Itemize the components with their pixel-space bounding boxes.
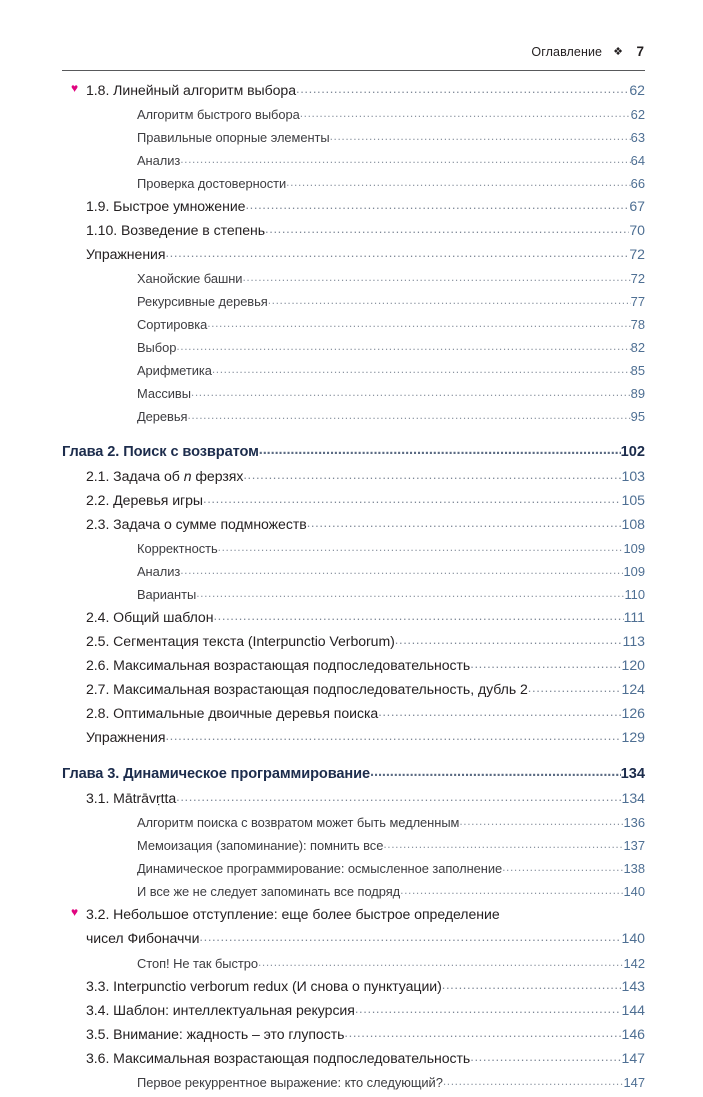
running-head-title: Оглавление	[531, 45, 603, 59]
toc-entry-page-number: 70	[629, 222, 645, 238]
dot-leader	[180, 561, 623, 579]
dot-leader	[400, 881, 623, 899]
dot-leader	[300, 104, 631, 122]
toc-entry[interactable]	[62, 906, 645, 955]
toc-entry-title: 3.6. Максимальная возрастающая подпоследовательность	[86, 1050, 471, 1066]
toc-entry-title: 2.5. Сегментация текста (Interpunctio Verborum)	[86, 633, 395, 649]
toc-entry-page-number: 109	[623, 541, 645, 556]
table-of-contents-list	[62, 82, 645, 1097]
folio-page-number: 7	[636, 44, 644, 59]
toc-entry[interactable]	[62, 1074, 645, 1097]
toc-entry-title: 2.6. Максимальная возрастающая подпоследовательность	[86, 657, 471, 673]
toc-entry-page-number: 89	[630, 386, 645, 401]
toc-entry-title: 3.3. Interpunctio verborum redux (И снова о пунктуации)	[86, 978, 442, 994]
heart-marker-icon: ♥	[71, 81, 79, 95]
toc-entry[interactable]	[62, 492, 645, 516]
dot-leader	[470, 1048, 621, 1066]
toc-entry-line	[71, 905, 645, 930]
toc-entry[interactable]	[62, 814, 645, 837]
toc-entry-title: Упражнения	[86, 246, 166, 262]
toc-entry-title: Ханойские башни	[137, 271, 243, 286]
floret-ornament-icon: ❖	[613, 46, 623, 58]
toc-entry-page-number: 82	[630, 340, 645, 355]
toc-entry-title: Проверка достоверности	[137, 176, 287, 191]
toc-entry-page-number: 111	[623, 609, 645, 625]
toc-entry-page-number: 126	[621, 705, 645, 721]
toc-entry[interactable]	[62, 609, 645, 633]
toc-entry-title: Алгоритм быстрого выбора	[137, 107, 300, 122]
toc-entry-title: 3.5. Внимание: жадность – это глупость	[86, 1026, 345, 1042]
dot-leader	[199, 928, 621, 946]
dot-leader	[176, 788, 621, 806]
toc-entry-title: 1.8. Линейный алгоритм выбора	[86, 82, 296, 98]
toc-entry[interactable]	[62, 246, 645, 270]
toc-entry-page-number: 134	[620, 766, 645, 782]
toc-entry[interactable]	[62, 152, 645, 175]
toc-entry-title: Глава 3. Динамическое программирование	[62, 766, 371, 782]
toc-entry-page-number: 129	[621, 729, 645, 745]
toc-entry-title: Мемоизация (запоминание): помнить все	[137, 838, 384, 853]
toc-entry[interactable]	[62, 705, 645, 729]
toc-entry-title: Правильные опорные элементы	[137, 130, 330, 145]
toc-entry[interactable]	[62, 790, 645, 814]
dot-leader	[196, 584, 624, 602]
toc-entry-title: Алгоритм поиска с возвратом может быть медленным	[137, 815, 460, 830]
dot-leader	[218, 538, 624, 556]
toc-entry-page-number: 95	[630, 409, 645, 424]
dot-leader	[203, 490, 621, 508]
dot-leader	[165, 244, 629, 262]
toc-entry[interactable]	[62, 129, 645, 152]
dot-leader	[243, 466, 621, 484]
dot-leader	[443, 1072, 624, 1090]
toc-entry-title: 2.7. Максимальная возрастающая подпоследовательность, дубль 2	[86, 681, 528, 697]
toc-entry-title: Арифметика	[137, 363, 212, 378]
toc-entry[interactable]	[62, 106, 645, 129]
dot-leader	[502, 858, 623, 876]
toc-entry[interactable]	[62, 443, 645, 468]
toc-entry[interactable]	[62, 1002, 645, 1026]
toc-entry-page-number: 113	[622, 633, 645, 649]
toc-entry-page-number: 105	[621, 492, 645, 508]
dot-leader	[296, 80, 629, 98]
toc-entry-page-number: 66	[630, 176, 645, 191]
toc-entry[interactable]	[62, 468, 645, 492]
toc-entry[interactable]	[62, 270, 645, 293]
dot-leader	[355, 1000, 622, 1018]
toc-entry-title: Массивы	[137, 386, 191, 401]
toc-entry-page-number: 62	[629, 82, 645, 98]
toc-entry-title: 2.3. Задача о сумме подмножеств	[86, 516, 307, 532]
toc-entry-title: 2.8. Оптимальные двоичные деревья поиска	[86, 705, 379, 721]
dot-leader	[259, 441, 621, 459]
dot-leader	[307, 514, 622, 532]
dot-leader	[165, 727, 621, 745]
toc-entry[interactable]	[62, 198, 645, 222]
toc-entry[interactable]	[62, 82, 645, 106]
dot-leader	[176, 337, 630, 355]
toc-entry-title: Варианты	[137, 587, 197, 602]
toc-entry-page-number: 63	[630, 130, 645, 145]
toc-entry[interactable]	[62, 955, 645, 978]
toc-entry[interactable]	[62, 978, 645, 1002]
toc-entry[interactable]	[62, 586, 645, 609]
toc-entry-title: 3.4. Шаблон: интеллектуальная рекурсия	[86, 1002, 355, 1018]
toc-entry-title: Рекурсивные деревья	[137, 294, 268, 309]
dot-leader	[191, 383, 631, 401]
toc-entry-page-number: 140	[623, 884, 645, 899]
toc-entry[interactable]	[62, 385, 645, 408]
toc-entry[interactable]	[62, 657, 645, 681]
toc-entry-title: Анализ	[137, 153, 181, 168]
toc-entry-title: 2.2. Деревья игры	[86, 492, 203, 508]
dot-leader	[395, 631, 623, 649]
running-head	[62, 44, 645, 70]
dot-leader	[383, 835, 623, 853]
toc-entry-title: чисел Фибоначчи	[86, 930, 200, 946]
toc-entry[interactable]	[62, 362, 645, 385]
toc-entry-page-number: 147	[623, 1075, 645, 1090]
toc-entry[interactable]	[62, 1050, 645, 1074]
dot-leader	[212, 360, 631, 378]
toc-entry[interactable]	[62, 729, 645, 753]
dot-leader	[378, 703, 621, 721]
toc-entry-title: Первое рекуррентное выражение: кто следующий?	[137, 1075, 443, 1090]
toc-entry-title: 2.4. Общий шаблон	[86, 609, 214, 625]
toc-entry-page-number: 134	[621, 790, 645, 806]
dot-leader	[265, 220, 629, 238]
toc-entry-title: Стоп! Не так быстро	[137, 956, 258, 971]
toc-entry-page-number: 124	[621, 681, 645, 697]
toc-entry-title: Анализ	[137, 564, 181, 579]
dot-leader	[286, 173, 630, 191]
toc-entry-title: 1.9. Быстрое умножение	[86, 198, 246, 214]
dot-leader	[528, 679, 622, 697]
toc-entry-title: 3.2. Небольшое отступление: еще более быстрое определение	[86, 906, 500, 922]
toc-entry-page-number: 85	[630, 363, 645, 378]
toc-entry-page-number: 120	[621, 657, 645, 673]
toc-entry-page-number: 72	[629, 246, 645, 262]
toc-entry-page-number: 144	[621, 1002, 645, 1018]
dot-leader	[459, 812, 623, 830]
toc-entry[interactable]	[62, 860, 645, 883]
dot-leader	[187, 406, 630, 424]
toc-entry-page-number: 143	[621, 978, 645, 994]
toc-entry[interactable]	[62, 883, 645, 906]
toc-entry[interactable]	[62, 316, 645, 339]
toc-entry-page-number: 102	[620, 444, 645, 460]
toc-entry-title: Выбор	[137, 340, 177, 355]
toc-entry[interactable]	[62, 540, 645, 563]
toc-entry[interactable]	[62, 516, 645, 540]
dot-leader	[258, 953, 624, 971]
dot-leader	[207, 314, 630, 332]
toc-entry[interactable]	[62, 1026, 645, 1050]
toc-entry-title: Деревья	[137, 409, 188, 424]
toc-entry[interactable]	[62, 563, 645, 586]
toc-entry[interactable]	[62, 293, 645, 316]
toc-entry[interactable]	[62, 408, 645, 431]
toc-entry-title: Корректность	[137, 541, 218, 556]
toc-entry-page-number: 137	[623, 838, 645, 853]
dot-leader	[442, 976, 622, 994]
toc-entry-title: И все же не следует запоминать все подряд	[137, 884, 401, 899]
toc-entry-page-number: 110	[624, 587, 645, 602]
toc-entry-page-number: 109	[623, 564, 645, 579]
heart-marker-icon: ♥	[71, 905, 79, 919]
toc-entry-page-number: 64	[630, 153, 645, 168]
toc-entry[interactable]	[62, 681, 645, 705]
toc-entry[interactable]	[62, 633, 645, 657]
header-rule	[62, 70, 645, 71]
toc-entry-title: 3.1. Mātrāvṛtta	[86, 790, 177, 806]
toc-entry-page-number: 138	[623, 861, 645, 876]
toc-entry-page-number: 62	[630, 107, 645, 122]
toc-entry-page-number: 140	[621, 930, 645, 946]
toc-entry[interactable]	[62, 175, 645, 198]
toc-entry-page-number: 78	[630, 317, 645, 332]
toc-entry-line	[86, 930, 645, 954]
toc-entry-page-number: 147	[621, 1050, 645, 1066]
dot-leader	[470, 655, 621, 673]
toc-entry-page-number: 72	[630, 271, 645, 286]
dot-leader	[242, 268, 630, 286]
toc-entry-page-number: 136	[623, 815, 645, 830]
toc-entry-title: 1.10. Возведение в степень	[86, 222, 266, 238]
toc-entry[interactable]	[62, 837, 645, 860]
dot-leader	[245, 196, 629, 214]
dot-leader	[370, 763, 621, 781]
dot-leader	[268, 291, 631, 309]
toc-entry[interactable]	[62, 339, 645, 362]
dot-leader	[330, 127, 631, 145]
toc-entry-page-number: 108	[621, 516, 645, 532]
toc-entry-title: Динамическое программирование: осмысленное заполнение	[137, 861, 503, 876]
italic-variable: n	[183, 468, 192, 484]
toc-entry-page-number: 146	[621, 1026, 645, 1042]
toc-entry-title: 2.1. Задача об n ферзях	[86, 468, 244, 484]
toc-entry-page-number: 142	[623, 956, 645, 971]
toc-entry-page-number: 103	[621, 468, 645, 484]
toc-entry[interactable]	[62, 222, 645, 246]
toc-entry-page-number: 67	[629, 198, 645, 214]
toc-entry-page-number: 77	[630, 294, 645, 309]
dot-leader	[213, 607, 623, 625]
dot-leader	[180, 150, 630, 168]
toc-entry-title: Сортировка	[137, 317, 208, 332]
toc-entry[interactable]	[62, 765, 645, 790]
dot-leader	[344, 1024, 621, 1042]
toc-entry-title: Глава 2. Поиск с возвратом	[62, 444, 259, 460]
toc-entry-title: Упражнения	[86, 729, 166, 745]
